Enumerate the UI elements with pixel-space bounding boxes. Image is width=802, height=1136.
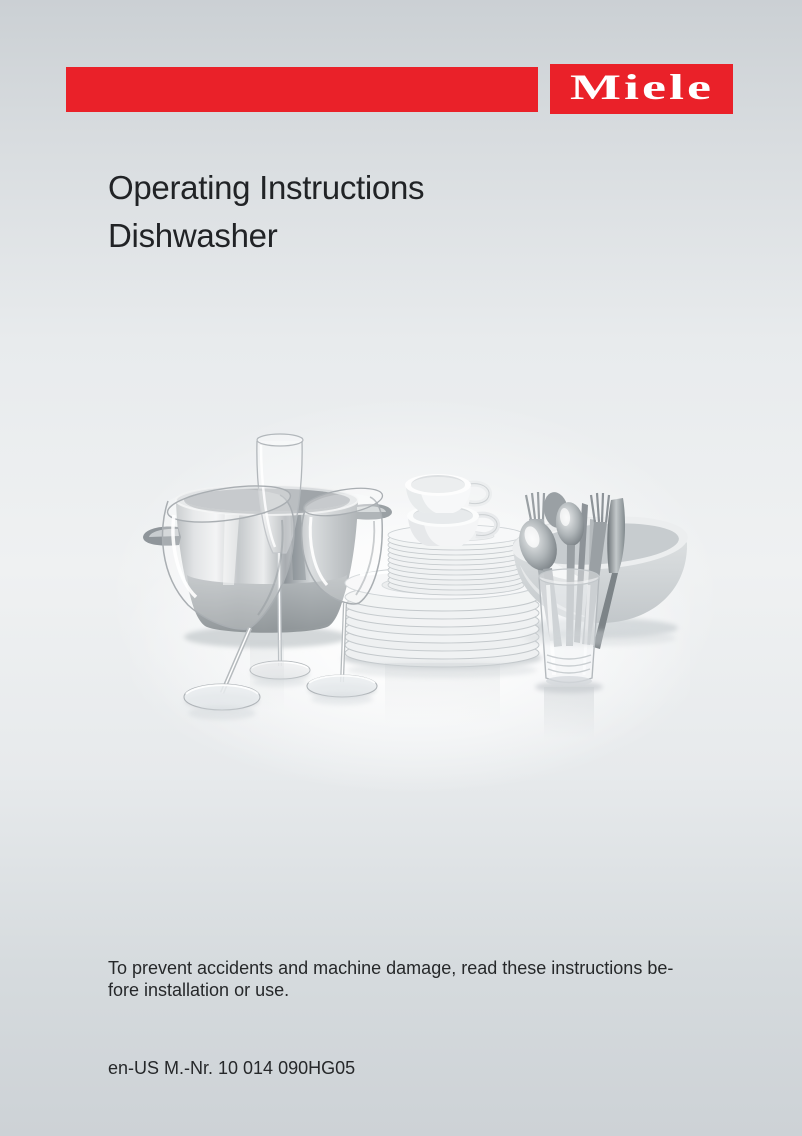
title-line-1: Operating Instructions — [108, 169, 425, 206]
page-title — [108, 164, 424, 260]
title-line-2: Dishwasher — [108, 217, 278, 254]
dishes-photo — [130, 425, 690, 805]
notice-line-1: To prevent accidents and machine damage, read these instructions be- — [108, 958, 674, 978]
notice-line-2: fore installation or use. — [108, 980, 290, 1000]
miele-logo-box — [550, 64, 733, 114]
miele-logo-text: Miele — [569, 67, 714, 107]
cutlery-tumbler — [539, 569, 599, 686]
header-bar — [66, 67, 538, 112]
dishes-illustration — [130, 425, 690, 805]
material-number: en-US M.-Nr. 10 014 090HG05 — [108, 1058, 356, 1078]
safety-notice — [108, 957, 708, 1001]
